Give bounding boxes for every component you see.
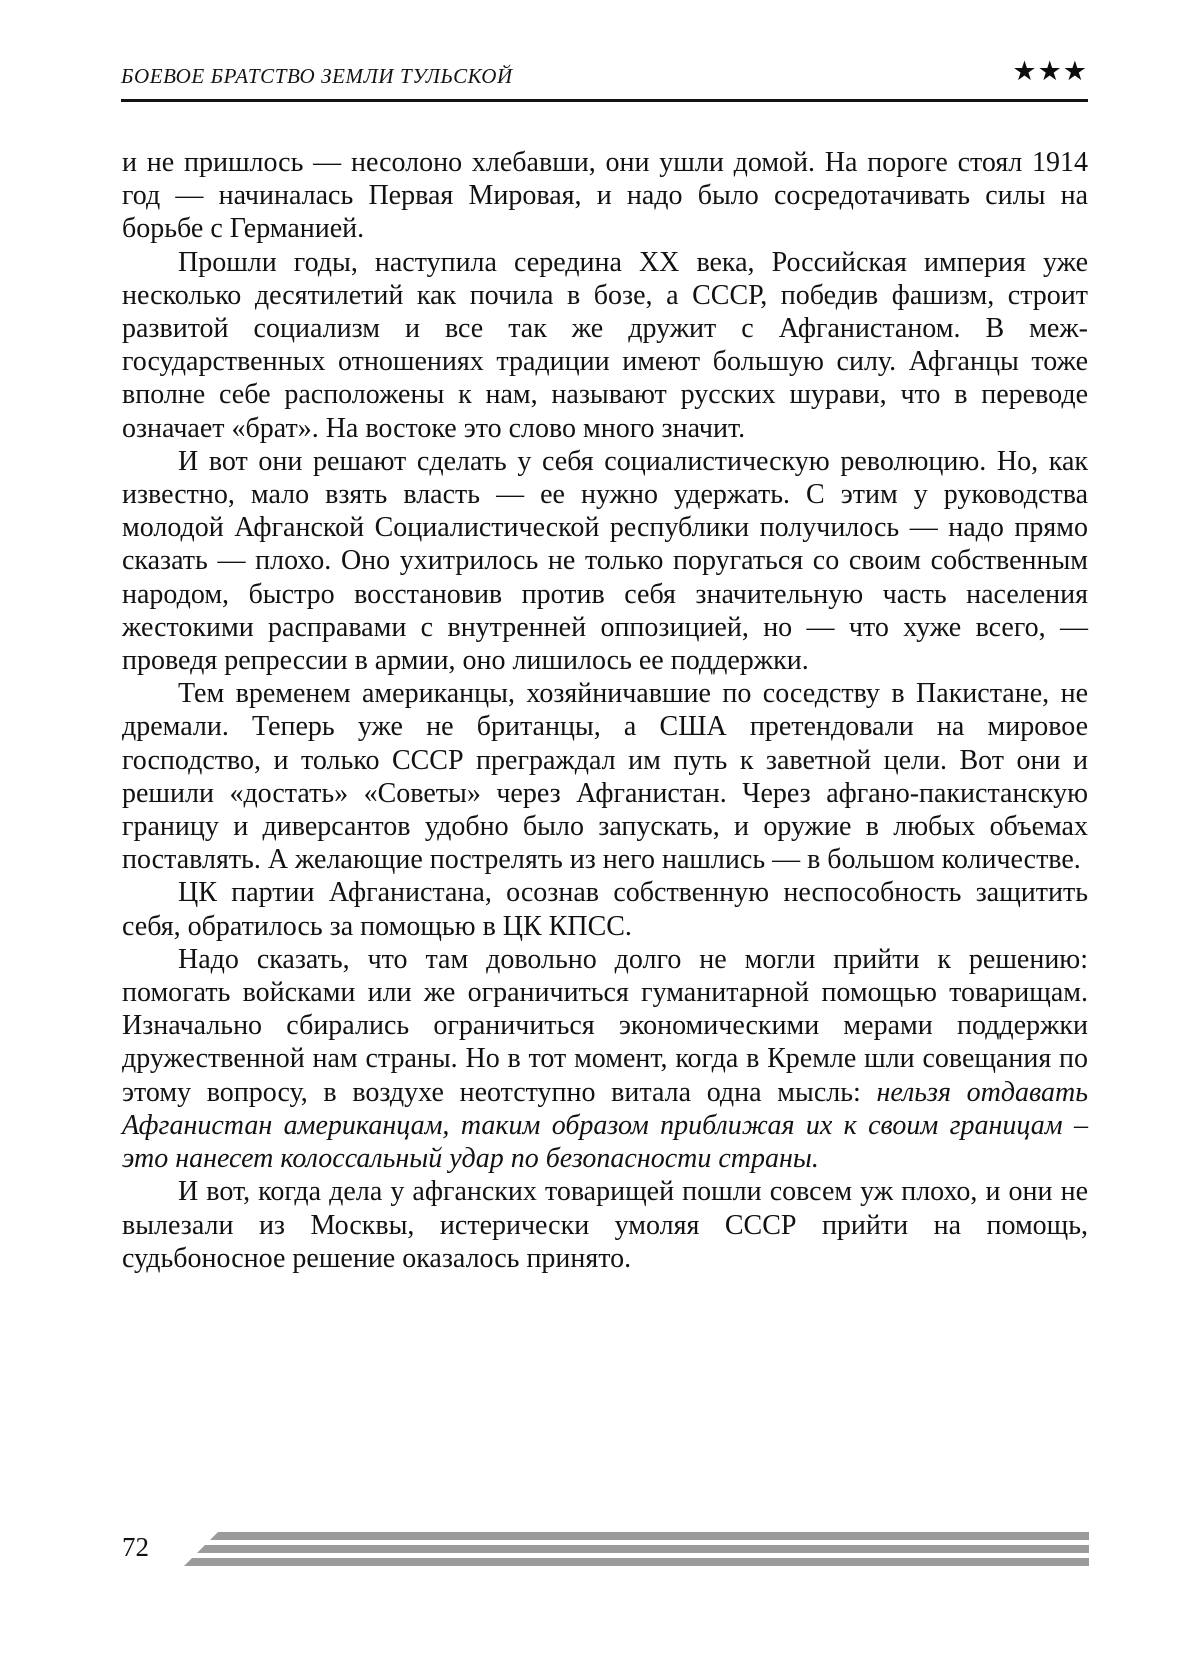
- paragraph: ЦК партии Афганистана, осознав собственную неспособность защитить себя, обратилось за помощью в ЦК КПСС.: [122, 877, 1088, 942]
- paragraph-with-italic: [122, 943, 1088, 1175]
- paragraph-normal-run: Надо сказать, что там довольно долго не могли прийти к решению: помогать войсками или же ограничиться гуманитарной помощью товарищам. Изначально сбирались ограничиться экономическими мерами поддержки дружественной нам страны. Но в тот момент, когда в Кремле шли совещания по этому вопросу, в воздухе неотступно витала одна мысль:: [122, 943, 1088, 1108]
- paragraph: И вот они решают сделать у себя социалистическую революцию. Но, как известно, мало взять власть — ее нужно удержать. С этим у руководства молодой Афганской Социалистической республики получилось — надо прямо сказать — плохо. Оно ухитрилось не только поругаться со своим собственным народом, быстро восстановив против себя значительную часть населения жестокими расправами с внутренней оппозицией, но — что хуже всего, — проведя репрессии в армии, оно лишилось ее поддержки.: [122, 445, 1088, 677]
- paragraph: И вот, когда дела у афганских товарищей пошли совсем уж плохо, и они не вылезали из Москвы, истерически умоляя СССР прийти на помощь, судьбоносное решение оказалось принято.: [122, 1176, 1088, 1274]
- running-title: БОЕВОЕ БРАТСТВО ЗЕМЛИ ТУЛЬСКОЙ: [121, 64, 513, 88]
- paragraph: Тем временем американцы, хозяйничавшие по соседству в Пакистане, не дремали. Теперь уже не британцы, а США претендовали на мировое господство, и только СССР преграждал им путь к заветной цели. Вот они и решили «достать» «Советы» через Афганистан. Через афгано-пакистанскую границу и диверсантов удобно было запускать, и оружие в любых объемах поставлять. А желающие пострелять из него нашлись — в большом количестве.: [122, 678, 1088, 876]
- footer-stripe-decoration: [197, 1545, 1089, 1553]
- page-number: 72: [122, 1532, 149, 1562]
- running-header: [121, 56, 1088, 94]
- paragraph-continuation: и не пришлось — несолоно хлебавши, они ушли домой. На пороге стоял 1914 год — начиналась Первая Мировая, и надо было сосредотачивать силы на борьбе с Германией.: [122, 147, 1088, 245]
- header-rule: [121, 99, 1088, 102]
- footer-stripe-decoration: [210, 1532, 1089, 1540]
- paragraph: Прошли годы, наступила середина XX века, Российская империя уже несколько десятилетий как почила в бозе, а СССР, победив фашизм, строит развитой социализм и все так же дружит с Афганистаном. В межгосударственных отношениях традиции имеют большую силу. Афганцы тоже вполне себе расположены к нам, называют русских шурави, что в переводе означает «брат». На востоке это слово много значит.: [122, 246, 1088, 444]
- page-body-text: [122, 146, 1088, 1275]
- footer-stripe-decoration: [184, 1558, 1089, 1566]
- paragraph-italic-run: нельзя отдавать Афганистан американцам, таким образом приближая их к своим границам – это нанесет колоссальный удар по безопасности страны.: [122, 1076, 1088, 1175]
- three-stars-icon: ★★★: [1012, 56, 1088, 87]
